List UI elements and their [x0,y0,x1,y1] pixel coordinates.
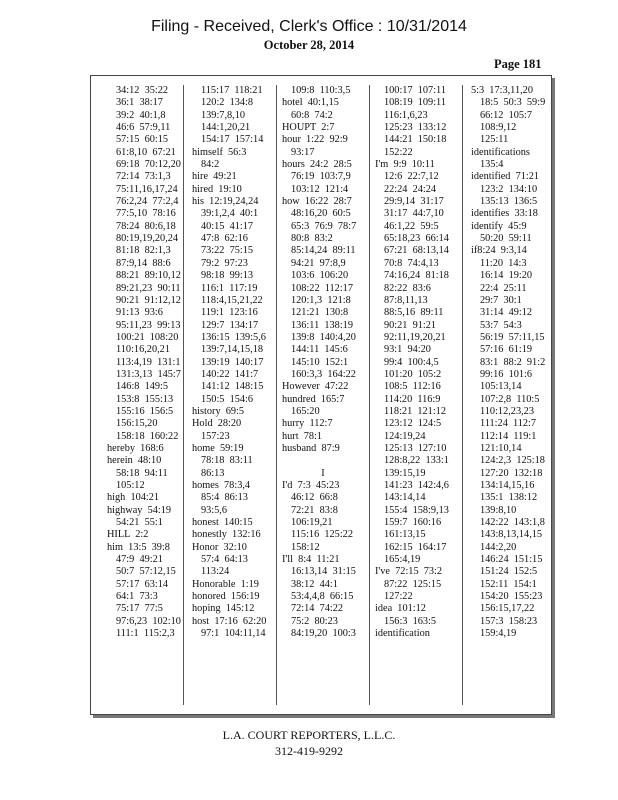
index-entry: 136:15 139:5,6 [201,331,266,343]
index-entry: 81:18 82:1,3 [116,245,171,257]
index-entry: 125:23 133:12 [384,122,447,134]
index-entry: identification [375,628,430,640]
index-entry: 158:12 [291,541,320,553]
index-entry: 108:5 112:16 [384,381,441,393]
index-entry: hoping 145:12 [192,603,255,615]
index-entry: 64:1 73:3 [116,591,158,603]
index-entry: 144:11 145:6 [291,344,348,356]
index-entry: 124:19,24 [384,430,426,442]
index-entry: history 69:5 [192,405,245,417]
index-entry: 97:1 104:11,14 [201,628,266,640]
index-entry: identifications [471,146,530,158]
index-entry: 139:8 140:4,20 [291,331,356,343]
index-entry: 100:21 108:20 [116,331,179,343]
index-entry: hurt 78:1 [282,430,323,442]
index-entry: 76:19 103:7,9 [291,171,351,183]
index-entry: 79:2 97:23 [201,257,248,269]
index-entry: 142:22 143:1,8 [480,517,545,529]
index-entry: 77:5,10 78:16 [116,208,176,220]
index-entry: 87:8,11,13 [384,294,428,306]
index-entry: 72:21 83:8 [291,504,338,516]
index-entry: hurry 112:7 [282,418,333,430]
index-entry: 114:20 116:9 [384,393,441,405]
index-entry: 128:8,22 133:1 [384,455,449,467]
index-entry: 165:4,19 [384,554,421,566]
index-entry: 47:8 62:16 [201,233,248,245]
index-entry: 60:8 74:2 [291,109,333,121]
index-entry: 38:12 44:1 [291,578,338,590]
page-number: Page 181 [494,57,542,71]
index-entry: homes 78:3,4 [192,480,251,491]
index-entry: hundred 165:7 [282,393,345,405]
index-entry: 112:14 119:1 [480,430,537,442]
index-entry: 95:11,23 99:13 [116,319,181,331]
index-entry: host 17:16 62:20 [192,615,267,627]
index-entry: 29:9,14 31:17 [384,196,444,208]
index-entry: 16:14 19:20 [480,270,533,282]
index-entry: 97:6,23 102:10 [116,615,181,627]
index-entry: his 12:19,24,24 [192,196,259,208]
index-entry: 140:22 141:7 [201,368,259,380]
index-entry: him 13:5 39:8 [107,541,170,553]
index-entry: 99:4 100:4,5 [384,356,439,368]
index-entry: 146:24 151:15 [480,554,543,566]
index-entry: high 104:21 [107,492,160,504]
index-entry: 101:20 105:2 [384,368,442,380]
index-entry: 82:22 83:6 [384,282,431,294]
index-entry: 89:21,23 90:11 [116,282,181,294]
index-entry: 36:1 38:17 [116,97,163,109]
index-entry: 61:8,10 67:21 [116,146,176,158]
index-entry: 87:22 125:15 [384,578,442,590]
index-entry: husband 87:9 [282,442,340,454]
index-entry: 158:18 160:22 [116,430,179,442]
index-entry: 141:12 148:15 [201,381,264,393]
index-entry: honored 156:19 [192,591,260,603]
index-entry: 78:24 80:6,18 [116,220,176,232]
index-entry: Honor 32:10 [192,541,247,553]
index-entry: 111:1 115:2,3 [116,628,175,640]
index-entry: 145:10 152:1 [291,356,349,368]
index-entry: 144:1,20,21 [201,122,251,134]
index-entry: 127:20 132:18 [480,467,543,479]
reporter-company: L.A. COURT REPORTERS, L.L.C. [222,728,396,742]
index-column-2 [184,85,277,705]
index-entry: 116:1,6,23 [384,109,428,121]
index-entry: 115:17 118:21 [201,85,263,96]
index-entry: 31:17 44:7,10 [384,208,444,220]
index-entry: 84:19,20 100:3 [291,628,356,640]
index-entry: 90:21 91:21 [384,319,437,331]
index-entry: identifies 33:18 [471,208,538,220]
index-entry: 120:2 134:8 [201,97,254,109]
index-entry: 155:16 156:5 [116,405,174,417]
index-entry: 57:15 60:15 [116,134,169,146]
index-entry: 65:3 76:9 78:7 [291,220,357,232]
index-entry: home 59:19 [192,442,244,454]
index-entry: 156:15,20 [116,418,158,430]
index-entry: 46:1,22 59:5 [384,220,439,232]
index-entry: 121:10,14 [480,442,522,454]
index-entry: 85:14,24 89:11 [291,245,356,257]
index-entry: himself 56:3 [192,146,247,158]
index-entry: 78:18 83:11 [201,455,253,467]
index-entry: I [321,467,325,479]
index-entry: 110:16,20,21 [116,344,170,356]
index-entry: honest 140:15 [192,517,253,529]
index-entry: 98:18 99:13 [201,270,254,282]
index-entry: 119:1 123:16 [201,307,258,319]
index-entry: 143:8,13,14,15 [480,529,543,541]
index-entry: hereby 168:6 [107,442,164,454]
index-entry: 134:14,15,16 [480,480,535,491]
index-entry: 80:19,19,20,24 [116,233,179,245]
index-entry: 144:21 150:18 [384,134,447,146]
index-entry: 85:4 86:13 [201,492,248,504]
index-entry: 94:21 97:8,9 [291,257,346,269]
index-entry: 46:12 66:8 [291,492,338,504]
index-entry: 69:18 70:12,20 [116,159,181,171]
index-entry: 118:21 121:12 [384,405,446,417]
index-entry: 93:1 94:20 [384,344,431,356]
index-entry: 22:24 24:24 [384,183,437,195]
index-entry: 123:12 124:5 [384,418,442,430]
index-entry: 80:8 83:2 [291,233,333,245]
index-entry: 157:3 158:23 [480,615,538,627]
index-entry: 146:8 149:5 [116,381,169,393]
index-entry: 139:15,19 [384,467,426,479]
index-entry: how 16:22 28:7 [282,196,352,208]
index-entry: 88:21 89:10,12 [116,270,181,282]
index-entry: 31:14 49:12 [480,307,533,319]
index-entry: 120:1,3 121:8 [291,294,351,306]
index-entry: highway 54:19 [107,504,172,516]
index-entry: 39:1,2,4 40:1 [201,208,259,220]
index-entry: 75:11,16,17,24 [116,183,178,195]
index-entry: 108:22 112:17 [291,282,353,294]
index-entry: 57:4 64:13 [201,554,248,566]
index-entry: 66:12 105:7 [480,109,533,121]
index-entry: 124:2,3 125:18 [480,455,545,467]
index-entry: hour 1:22 92:9 [282,134,348,146]
index-entry: I'd 7:3 45:23 [282,480,340,491]
index-entry: 139:19 140:17 [201,356,264,368]
index-entry: 109:8 110:3,5 [291,85,351,96]
index-entry: 105:13,14 [480,381,522,393]
index-entry: 57:16 61:19 [480,344,533,356]
index-entry: 159:7 160:16 [384,517,442,529]
index-entry: I'll 8:4 11:21 [282,554,340,566]
index-entry: 16:13,14 31:15 [291,566,356,578]
index-entry: 136:11 138:19 [291,319,353,331]
index-column-3 [277,85,370,705]
index-entry: 139:7,14,15,18 [201,344,264,356]
index-entry: I'm 9:9 10:11 [375,159,435,171]
index-entry: 70:8 74:4,13 [384,257,439,269]
index-entry: HILL 2:2 [107,529,149,541]
index-entry: 115:16 125:22 [291,529,353,541]
index-entry: 92:11,19,20,21 [384,331,446,343]
index-entry: identified 71:21 [471,171,540,183]
index-entry: 50:20 59:11 [480,233,532,245]
index-entry: 100:17 107:11 [384,85,446,96]
index-entry: 58:18 94:11 [116,467,168,479]
index-entry: hours 24:2 28:5 [282,159,352,171]
index-entry: 11:20 14:3 [480,257,527,269]
index-entry: 127:22 [384,591,413,603]
index-entry: 161:13,15 [384,529,426,541]
index-entry: 123:2 134:10 [480,183,538,195]
index-entry: 155:4 158:9,13 [384,504,449,516]
index-column-4 [370,85,463,705]
index-entry: 75:17 77:5 [116,603,163,615]
index-entry: 125:13 127:10 [384,442,447,454]
index-entry: 116:1 117:19 [201,282,258,294]
index-entry: 93:17 [291,146,315,158]
index-entry: 135:13 136:5 [480,196,538,208]
index-entry: 83:1 88:2 91:2 [480,356,546,368]
index-entry: 46:6 57:9,11 [116,122,171,134]
index-entry: 152:11 154:1 [480,578,537,590]
index-entry: Honorable 1:19 [192,578,259,590]
index-entry: 91:13 93:6 [116,307,163,319]
index-entry: 157:23 [201,430,230,442]
index-entry: I've 72:15 73:2 [375,566,443,578]
index-entry: 34:12 35:22 [116,85,169,96]
index-entry: 131:3,13 145:7 [116,368,181,380]
index-entry: 160:3,3 164:22 [291,368,356,380]
index-entry: 156:15,17,22 [480,603,535,615]
index-entry: 108:9,12 [480,122,517,134]
index-entry: 39:2 40:1,8 [116,109,166,121]
index-entry: 72:14 73:1,3 [116,171,171,183]
index-entry: 86:13 [201,467,225,479]
index-entry: 151:24 152:5 [480,566,538,578]
index-entry: 99:16 101:6 [480,368,533,380]
index-entry: 103:12 121:4 [291,183,349,195]
index-entry: 50:7 57:12,15 [116,566,176,578]
word-index-box [90,75,552,715]
index-entry: 5:3 17:3,11,20 [471,85,533,96]
index-entry: 84:2 [201,159,220,171]
index-entry: 48:16,20 60:5 [291,208,351,220]
index-entry: 111:24 112:7 [480,418,537,430]
index-entry: Hold 28:20 [192,418,242,430]
index-entry: 129:7 134:17 [201,319,259,331]
index-entry: 56:19 57:11,15 [480,331,545,343]
index-entry: 113:24 [201,566,230,578]
index-entry: 118:4,15,21,22 [201,294,263,306]
index-entry: 135:1 138:12 [480,492,538,504]
index-entry: if8:24 9:3,14 [471,245,527,257]
index-column-5 [463,85,553,705]
index-entry: 12:6 22:7,12 [384,171,439,183]
index-entry: 150:5 154:6 [201,393,254,405]
index-entry: 54:21 55:1 [116,517,163,529]
index-entry: 108:19 109:11 [384,97,446,109]
index-entry: 103:6 106:20 [291,270,349,282]
index-entry: 67:21 68:13,14 [384,245,449,257]
index-entry: hotel 40:1,15 [282,97,339,109]
index-entry: hire 49:21 [192,171,237,183]
index-entry: 143:14,14 [384,492,426,504]
index-entry: 113:4,19 131:1 [116,356,181,368]
index-entry: 159:4,19 [480,628,517,640]
index-column-1 [91,85,184,705]
index-entry: 154:20 155:23 [480,591,543,603]
index-entry [277,455,369,467]
index-entry: 144:2,20 [480,541,517,553]
index-entry: 47:9 49:21 [116,554,163,566]
index-entry: 107:2,8 110:5 [480,393,540,405]
index-entry: 152:22 [384,146,413,158]
index-entry: 106:19,21 [291,517,333,529]
index-entry: 29:7 30:1 [480,294,522,306]
index-entry: hired 19:10 [192,183,242,195]
index-entry: 139:8,10 [480,504,517,516]
index-entry: identify 45:9 [471,220,527,232]
index-entry: 153:8 155:13 [116,393,174,405]
index-entry: 105:12 [116,480,145,491]
index-entry: HOUPT 2:7 [282,122,335,134]
index-entry: 110:12,23,23 [480,405,534,417]
index-entry: 125:11 [480,134,509,146]
index-entry: 22:4 25:11 [480,282,527,294]
index-entry: 40:15 41:17 [201,220,254,232]
filing-stamp: Filing - Received, Clerk's Office : 10/31/2014 [151,18,467,35]
transcript-date: October 28, 2014 [263,38,355,52]
index-entry: 76:2,24 77:2,4 [116,196,179,208]
index-entry: 141:23 142:4,6 [384,480,449,491]
index-entry: 162:15 164:17 [384,541,447,553]
index-entry: 57:17 63:14 [116,578,169,590]
index-entry: 53:7 54:3 [480,319,522,331]
index-entry: 87:9,14 88:6 [116,257,171,269]
index-entry: honestly 132:16 [192,529,261,541]
index-entry: 75:2 80:23 [291,615,338,627]
index-entry: 72:14 74:22 [291,603,344,615]
index-entry: 156:3 163:5 [384,615,437,627]
index-entry: 135:4 [480,159,504,171]
index-entry: 93:5,6 [201,504,228,516]
index-entry: 65:18,23 66:14 [384,233,449,245]
index-entry: 165:20 [291,405,320,417]
index-entry: idea 101:12 [375,603,426,615]
index-entry: 53:4,4,8 66:15 [291,591,354,603]
index-entry: 18:5 50:3 59:9 [480,97,546,109]
index-entry: 74:16,24 81:18 [384,270,449,282]
index-entry: However 47:22 [282,381,349,393]
index-entry: herein 48:10 [107,455,162,467]
index-entry: 154:17 157:14 [201,134,264,146]
index-entry: 139:7,8,10 [201,109,246,121]
reporter-phone: 312-419-9292 [275,744,343,758]
index-entry: 90:21 91:12,12 [116,294,181,306]
index-entry: 121:21 130:8 [291,307,349,319]
index-entry: 88:5,16 89:11 [384,307,444,319]
index-entry: 73:22 75:15 [201,245,254,257]
